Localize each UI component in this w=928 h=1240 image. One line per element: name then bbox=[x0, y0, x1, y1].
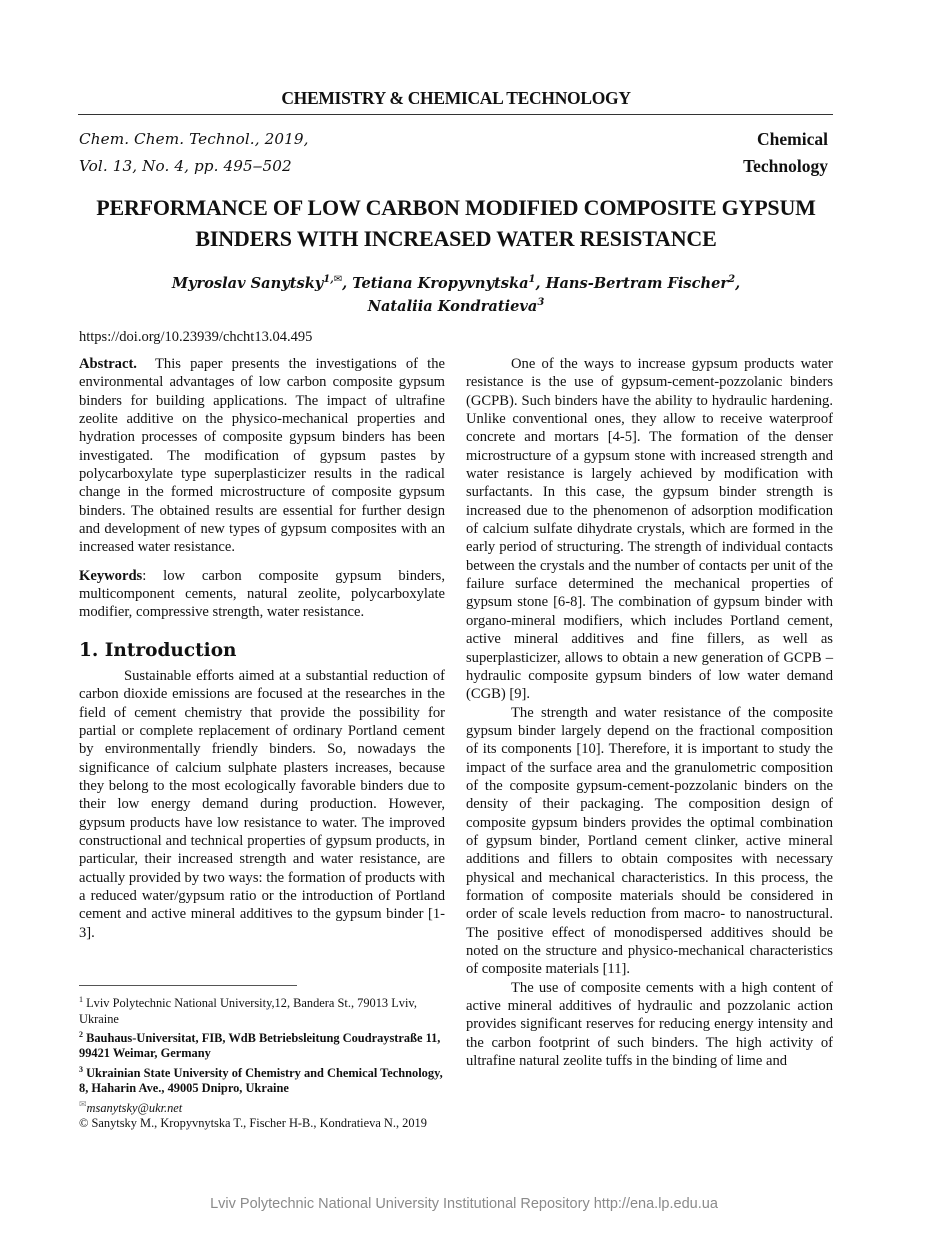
abstract-label: Abstract. bbox=[79, 356, 137, 372]
author-name: Hans-Bertram Fischer bbox=[545, 274, 729, 292]
running-head: CHEMISTRY & CHEMICAL TECHNOLOGY bbox=[281, 88, 631, 108]
brand-line-2: Technology bbox=[743, 156, 828, 176]
affiliation-footnote-1 bbox=[79, 992, 449, 1027]
affiliation-footnote-2 bbox=[79, 1027, 449, 1062]
keywords bbox=[79, 567, 445, 622]
footnote-divider bbox=[79, 985, 297, 986]
left-column bbox=[79, 355, 445, 942]
body-paragraph: One of the ways to increase gypsum products water resistance is the use of gypsum-cement-pozzolanic binders (GCPB). Such binders have the ability to hydraulic hardening. Unlike conventional ones, they allow to receive waterproof concrete and mortars [4-5]. The formation of the denser microstructure of a gypsum stone with increased strength and water resistance is largely achieved by modification with surfactants. In this case, the gypsum binder strength is increased due to the phenomenon of adsorption modification of calcium sulfate dihydrate crystals, which are formed in the early period of structuring. The strength of individual contacts between the crystals and the number of contacts per unit of the failure surface determined the mechanical properties of gypsum stone [6-8]. The combination of gypsum binder with organo-mineral modifiers, which includes Portland cement, active mineral additives and fine fillers, as well as superplasticizer, allows to obtain a new generation of GCPB – hydraulic composite gypsum binders of low water demand (CGB) [9]. bbox=[466, 356, 833, 703]
abstract bbox=[79, 355, 445, 557]
email-link[interactable]: msanytsky@ukr.net bbox=[86, 1100, 183, 1115]
right-column bbox=[466, 355, 833, 1070]
footnote-number: 3 bbox=[79, 1064, 83, 1074]
author-line-1: Myroslav Sanytsky$^{1,✉}$, Tetiana Kropyvnytska$^1$, Hans-Bertram Fischer$^2$, bbox=[171, 274, 741, 292]
footnote-text: Bauhaus-Universitat, FIB, WdB Betriebsleitung Coudraystraße 11, 99421 Weimar, Germany bbox=[79, 1031, 441, 1061]
keywords-label: Keywords bbox=[79, 567, 143, 584]
affiliation-mark: 3 bbox=[537, 296, 545, 308]
copyright-notice: © Sanytsky M., Kropyvnytska T., Fischer H-B., Kondratieva N., 2019 bbox=[79, 1116, 427, 1131]
body-paragraph: Sustainable efforts aimed at a substantial reduction of carbon dioxide emissions are focused at the researches in the field of cement chemistry that provide the possibility for partial or complete replacement of ordinary Portland cement by environmentally friendly binders. So, nowadays the significance of calcium sulphate plasters increases, because they belong to the most ecologically favorable binders due to their low energy demand during production. However, gypsum products have low resistance to water. The improved constructional and technical properties of gypsum products, in particular, their increased strength and water resistance, are actually provided by two ways: the formation of products with a reduced water/gypsum ratio or the introduction of Portland cement and active mineral additives to the gypsum binder [1-3]. bbox=[79, 667, 445, 941]
footnotes bbox=[79, 992, 449, 1132]
footnote-number: 2 bbox=[79, 1029, 83, 1039]
citation-line-2: Vol. 13, No. 4, pp. 495‒502 bbox=[79, 157, 292, 175]
brand-line-1: Chemical bbox=[757, 129, 828, 149]
footnote-text: Lviv Polytechnic National University,12, Bandera St., 79013 Lviv, Ukraine bbox=[79, 996, 417, 1026]
author-list bbox=[78, 270, 834, 316]
author-line-2 bbox=[78, 293, 834, 316]
body-paragraph: The use of composite cements with a high content of active mineral additives of hydraulic and pozzolanic action provides significant reserves for reducing energy intensity and the carbon footprint of such binders. The high activity of ultrafine natural zeolite tuffs in the binding of lime and bbox=[466, 979, 833, 1070]
footnote-text: Ukrainian State University of Chemistry and Chemical Technology, 8, Haharin Ave., 49005 Dnipro, Ukraine bbox=[79, 1066, 443, 1096]
envelope-icon: ✉ bbox=[333, 274, 343, 285]
author-name: Nataliia Kondratieva bbox=[367, 297, 538, 315]
author-name: Myroslav Sanytsky bbox=[171, 274, 324, 292]
affiliation-footnote-3 bbox=[79, 1062, 449, 1097]
body-paragraph: The strength and water resistance of the composite gypsum binder largely depend on the fractional composition of its components [10]. Therefore, it is important to study the impact of the surface area and the granulometric composition of the composite gypsum-cement-pozzolanic binders on the density of their packaging. The composition design of composite gypsum binders provides the optimal combination of gypsum binder, Portland cement clinker, active mineral additions and fillers to obtain composites with necessary physical and mechanical characteristics. In this process, the formation of composite materials should be considered in order of scale levels reduction from macro- to nanostructural. The positive effect of monodispersed additives should be noted on the structure and physico-mechanical characteristics of composite materials [11]. bbox=[466, 704, 833, 978]
title-line-2: BINDERS WITH INCREASED WATER RESISTANCE bbox=[195, 226, 717, 251]
affiliation-mark: 1 bbox=[528, 274, 536, 285]
journal-brand bbox=[743, 126, 828, 180]
abstract-text: This paper presents the investigations of the environmental advantages of low carbon composite gypsum binders for building applications. The impact of ultrafine zeolite additive on the physico-mechanical properties and hydration processes of composite gypsum binders has been investigated. The modification of gypsum pastes by polycarboxylate type superplasticizer results in the radical change in the formed microstructure of composite gypsum binders. The obtained results are essential for further design and development of new types of gypsum composites with an increased water resistance. bbox=[79, 356, 445, 556]
repository-footer: Lviv Polytechnic National University Institutional Repository http://ena.lp.edu.ua bbox=[210, 1196, 718, 1212]
doi-link[interactable]: https://doi.org/10.23939/chcht13.04.495 bbox=[79, 329, 313, 345]
journal-citation bbox=[79, 126, 309, 180]
corresponding-email bbox=[79, 1097, 449, 1117]
footnote-number: 1 bbox=[79, 995, 83, 1004]
author-name: Tetiana Kropyvnytska bbox=[352, 274, 529, 292]
title-line-1: PERFORMANCE OF LOW CARBON MODIFIED COMPOSITE GYPSUM bbox=[96, 195, 816, 220]
header-rule bbox=[78, 114, 833, 115]
affiliation-mark: 2 bbox=[728, 274, 736, 285]
article-title bbox=[70, 192, 842, 254]
envelope-icon: ✉ bbox=[79, 1098, 87, 1109]
section-heading-introduction: 1. Introduction bbox=[79, 639, 237, 661]
keywords-text: : low carbon composite gypsum binders, multicomponent cements, natural zeolite, polycarboxylate modifier, compressive strength, water resistance. bbox=[79, 567, 445, 621]
citation-line-1: Chem. Chem. Technol., 2019, bbox=[79, 130, 309, 148]
affiliation-mark: 1, bbox=[323, 274, 334, 285]
